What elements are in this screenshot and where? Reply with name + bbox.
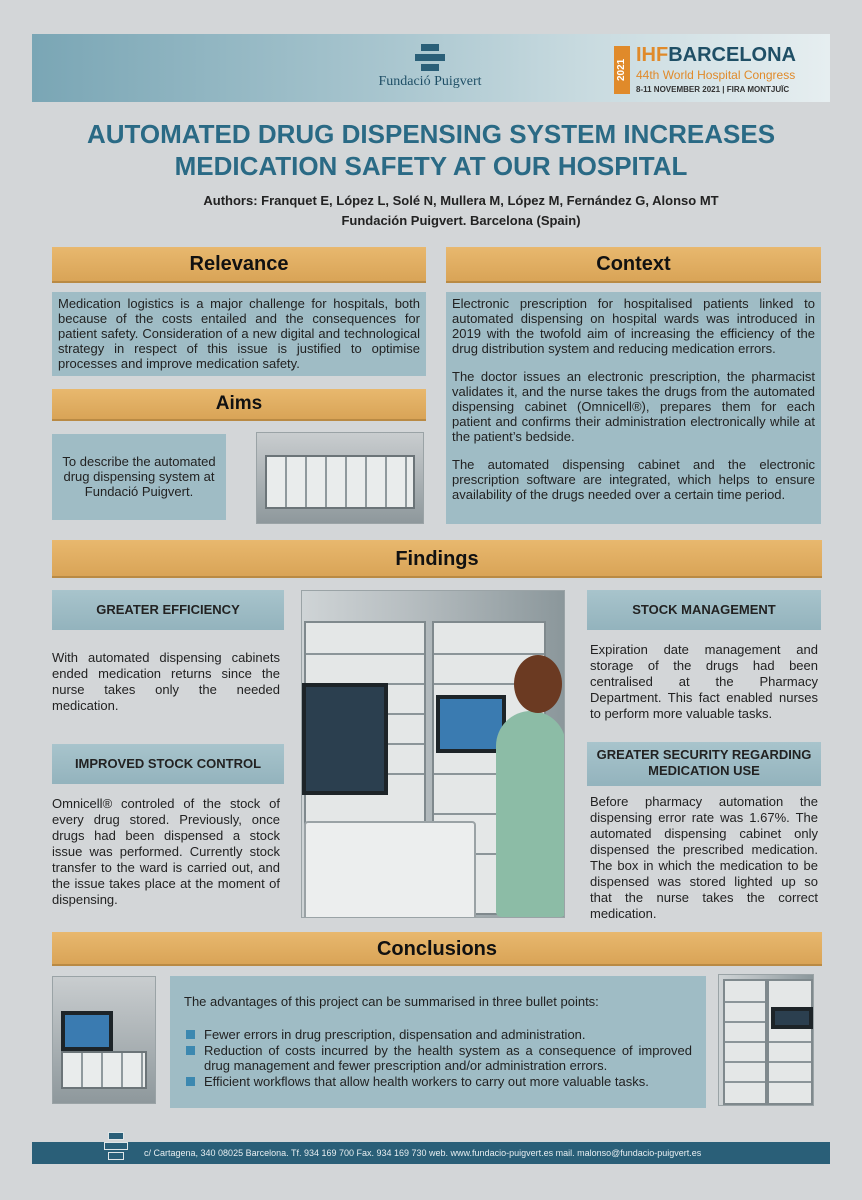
aims-heading: Aims: [52, 389, 426, 421]
event-subtitle: 44th World Hospital Congress: [636, 68, 796, 82]
title-line-2: MEDICATION SAFETY AT OUR HOSPITAL: [174, 151, 688, 181]
security-heading: GREATER SECURITY REGARDING MEDICATION USE: [587, 742, 821, 786]
workstation-monitor: [302, 683, 388, 795]
aims-text: To describe the automated drug dispensing system at Fundació Puigvert.: [52, 434, 226, 520]
footer-logo-icon: [104, 1130, 130, 1164]
bullet-square-icon: [186, 1077, 195, 1086]
context-paragraph-1: Electronic prescription for hospitalised patients linked to automated dispensing on hospital wards was introduced in 2019 with the twofold aim of increasing the efficiency of the drug distribution system and reducing medication errors.: [452, 296, 815, 356]
authors-block: [40, 191, 822, 231]
event-dates: 8-11 NOVEMBER 2021 | FIRA MONTJUÏC: [636, 85, 790, 94]
conclusion-bullet: Reduction of costs incurred by the health system as a consequence of improved drug management and fewer prescription and/or administration errors.: [184, 1043, 692, 1073]
stock-management-text: Expiration date management and storage of the drugs had been centralised at the Pharmacy Department. This fact enabled nurses to perform more valuable tasks.: [590, 642, 818, 721]
authors: Authors: Franquet E, López L, Solé N, Mullera M, López M, Fernández G, Alonso MT: [203, 193, 719, 208]
bullet-square-icon: [186, 1046, 195, 1055]
conclusions-intro: The advantages of this project can be summarised in three bullet points:: [184, 994, 599, 1009]
bullet-square-icon: [186, 1030, 195, 1039]
relevance-text: Medication logistics is a major challenge for hospitals, both because of the costs entailed and the consequences for patient safety. Consideration of a new digital and technological strategy in respect of this issue is justified to optimise processes and improve medication safety.: [52, 292, 426, 376]
cabinet-screen-photo: [52, 976, 156, 1104]
security-text: Before pharmacy automation the dispensing error rate was 1.67%. The automated dispensing cabinet only dispensed the prescribed medication. The box in which the medication to be dispensed was stored lighted up so that the nurse takes the correct medication.: [590, 794, 818, 921]
nurse-figure: [496, 711, 565, 917]
cabinet-mini-screen: [771, 1007, 813, 1029]
context-box: [446, 292, 821, 524]
efficiency-heading: GREATER EFFICIENCY: [52, 590, 284, 630]
medication-cart: [304, 821, 476, 918]
event-title: [636, 44, 796, 67]
drawer-compartments: [265, 455, 415, 509]
fp-logo-icon: [415, 44, 445, 72]
nurse-cabinet-photo: [301, 590, 565, 918]
stock-management-heading: STOCK MANAGEMENT: [587, 590, 821, 630]
affiliation: Fundación Puigvert. Barcelona (Spain): [341, 213, 581, 228]
event-title-ihf: IHF: [636, 44, 669, 66]
conclusions-heading: Conclusions: [52, 932, 822, 966]
org-name: Fundació Puigvert: [378, 74, 482, 89]
poster-title: [40, 118, 822, 182]
relevance-heading: Relevance: [52, 247, 426, 283]
event-year: 2021: [614, 46, 630, 94]
context-heading: Context: [446, 247, 821, 283]
event-title-city: BARCELONA: [668, 44, 796, 66]
conclusions-box: [170, 976, 706, 1108]
stock-control-heading: IMPROVED STOCK CONTROL: [52, 744, 284, 784]
findings-heading: Findings: [52, 540, 822, 578]
small-drawer: [61, 1051, 147, 1089]
fundacio-puigvert-logo: [360, 44, 500, 98]
dispensing-cabinet-photo: [718, 974, 814, 1106]
conclusion-bullet: Fewer errors in drug prescription, dispensation and administration.: [184, 1027, 692, 1042]
drawer-photo: [256, 432, 424, 524]
conclusions-list: [184, 1027, 692, 1089]
context-paragraph-2: The doctor issues an electronic prescription, the pharmacist validates it, and the nurse takes the drugs from the automated dispensing cabinet (Omnicell®), prepares them for each patient and confirms their administration electronically while at the patient’s bedside.: [452, 369, 815, 444]
context-paragraph-3: The automated dispensing cabinet and the electronic prescription software are integrated, which helps to ensure availability of the drugs needed over a certain time period.: [452, 457, 815, 502]
stock-control-text: Omnicell® controled of the stock of every drug stored. Previously, once drugs had been dispensed a stock issue was performed. Currently stock transfer to the ward is carried out, and the issue takes place at the moment of dispensing.: [52, 796, 280, 907]
ihf-logo: [614, 44, 826, 100]
efficiency-text: With automated dispensing cabinets ended medication returns since the nurse takes only the needed medication.: [52, 650, 280, 713]
small-screen: [61, 1011, 113, 1051]
footer-contact: c/ Cartagena, 340 08025 Barcelona. Tf. 934 169 700 Fax. 934 169 730 web. www.fundacio-puigvert.es mail. malonso@fundacio-puigvert.es: [144, 1148, 702, 1158]
cabinet-column-right: [767, 979, 813, 1105]
cabinet-column-left: [723, 979, 767, 1105]
conclusion-bullet: Efficient workflows that allow health workers to carry out more valuable tasks.: [184, 1074, 692, 1089]
title-line-1: AUTOMATED DRUG DISPENSING SYSTEM INCREASES: [86, 119, 776, 149]
nurse-head: [514, 655, 562, 713]
footer-bar: [32, 1142, 830, 1164]
